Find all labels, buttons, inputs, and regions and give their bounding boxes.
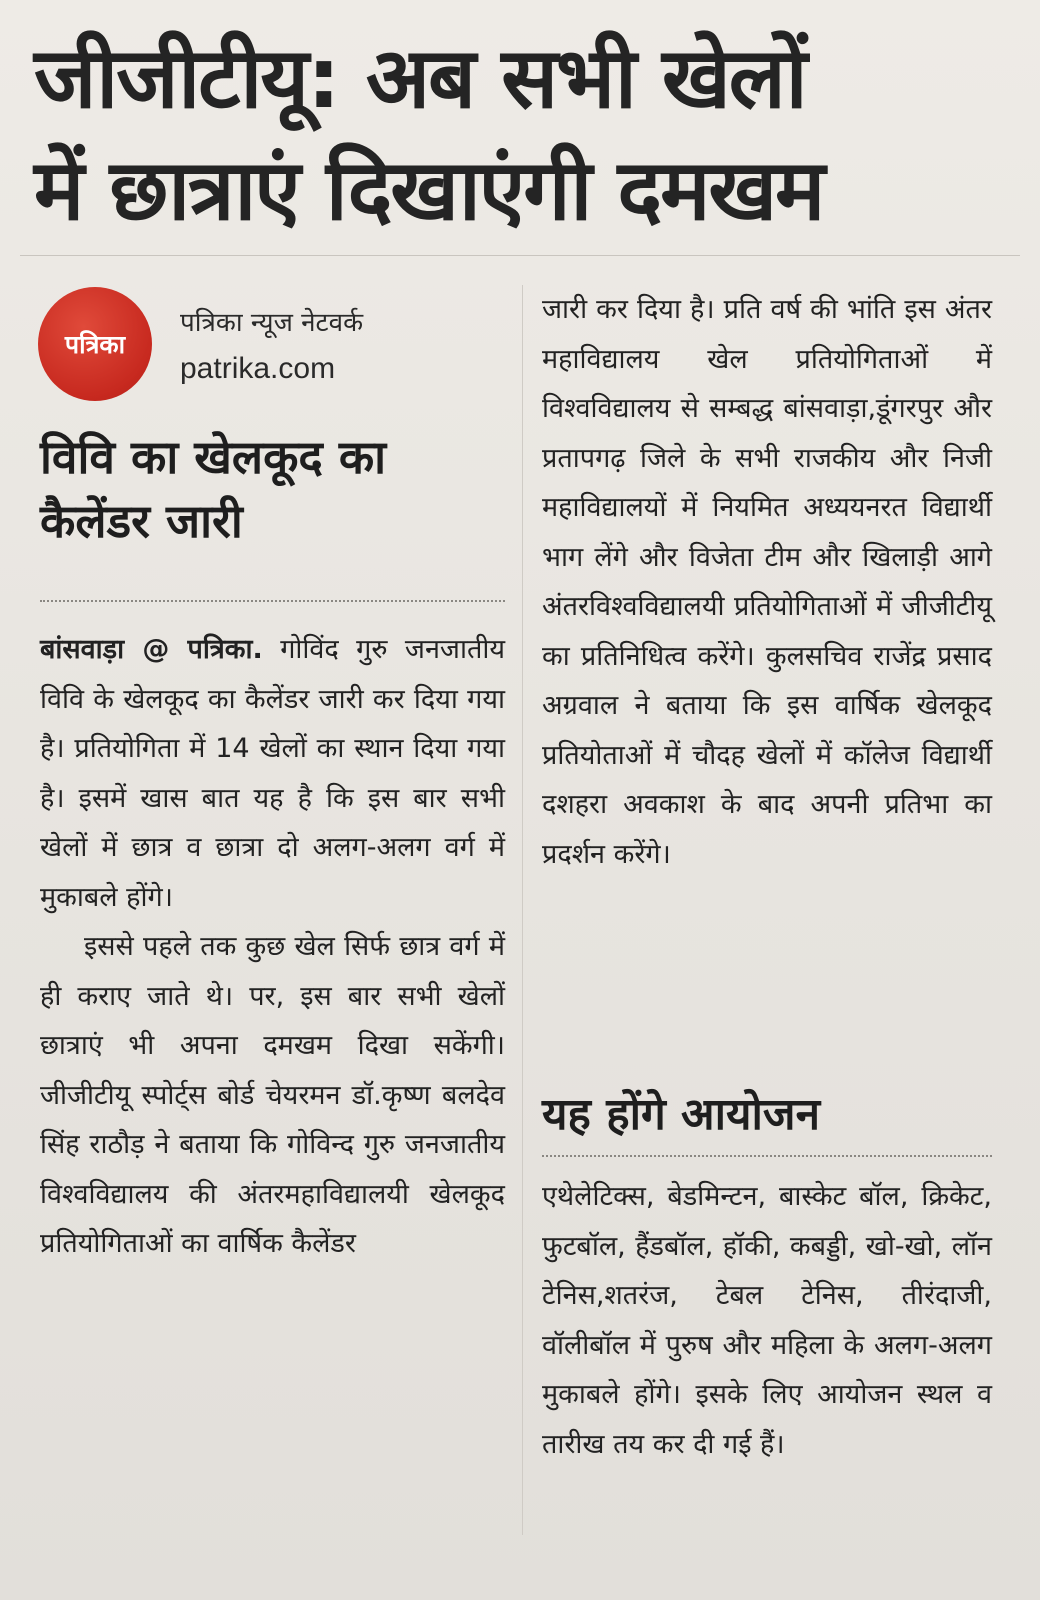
headline-line-1: जीजीटीयू: अब सभी खेलों: [34, 29, 806, 127]
headline-divider: [20, 255, 1020, 256]
section-title: यह होंगे आयोजन: [542, 1089, 821, 1140]
right-column-top: [542, 285, 992, 879]
dateline: बांसवाड़ा @ पत्रिका.: [40, 634, 263, 665]
byline-network: पत्रिका न्यूज नेटवर्क: [180, 308, 364, 338]
logo-text: पत्रिका: [64, 330, 126, 359]
headline-line-2: में छात्राएं दिखाएंगी दमखम: [34, 141, 824, 239]
subhead-dotted-divider: [40, 600, 505, 602]
byline-website: patrika.com: [180, 352, 336, 385]
headline: [34, 22, 1014, 246]
right-column-bottom: [542, 1172, 992, 1469]
section-dotted-divider: [542, 1155, 992, 1157]
patrika-logo: [38, 287, 152, 401]
subhead: विवि का खेलकूद का कैलेंडर जारी: [40, 430, 387, 548]
column-divider: [522, 285, 523, 1535]
right-paragraph-2: एथेलेटिक्स, बेडमिन्टन, बास्केट बॉल, क्रिकेट, फुटबॉल, हैंडबॉल, हॉकी, कबड्डी, खो-खो, लॉन टेनिस,शतरंज, टेबल टेनिस, तीरंदाजी, वॉलीबॉल में पुरुष और महिला के अलग-अलग मुकाबले होंगे। इसके लिए आयोजन स्थल व तारीख तय कर दी गई हैं।: [542, 1181, 992, 1460]
left-paragraph-1: [40, 625, 505, 922]
left-column: [40, 625, 505, 1269]
byline: [180, 300, 363, 392]
right-paragraph-1: जारी कर दिया है। प्रति वर्ष की भांति इस अंतर महाविद्यालय खेल प्रतियोगिताओं में विश्वविद्यालय से सम्बद्ध बांसवाड़ा,डूंगरपुर और प्रतापगढ़ जिले के सभी राजकीय और निजी महाविद्यालयों में नियमित अध्ययनरत विद्यार्थी भाग लेंगे और विजेता टीम और खिलाड़ी आगे अंतरविश्वविद्यालयी प्रतियोगिताओं में जीजीटीयू का प्रतिनिधित्व करेंगे। कुलसचिव राजेंद्र प्रसाद अग्रवाल ने बताया कि इस वार्षिक खेलकूद प्रतियोताओं में चौदह खेलों में कॉलेज विद्यार्थी दशहरा अवकाश के बाद अपनी प्रतिभा का प्रदर्शन करेंगे।: [542, 294, 992, 870]
left-paragraph-1-text: गोविंद गुरु जनजातीय विवि के खेलकूद का कैलेंडर जारी कर दिया गया है। प्रतियोगिता में 14 खेलों का स्थान दिया गया है। इसमें खास बात यह है कि इस बार सभी खेलों में छात्र व छात्रा दो अलग-अलग वर्ग में मुकाबले होंगे।: [40, 634, 505, 913]
left-paragraph-2: इससे पहले तक कुछ खेल सिर्फ छात्र वर्ग में ही कराए जाते थे। पर, इस बार सभी खेलों छात्राएं भी अपना दमखम दिखा सकेंगी। जीजीटीयू स्पोर्ट्स बोर्ड चेयरमन डॉ.कृष्ण बलदेव सिंह राठौड़ ने बताया कि गोविन्द गुरु जनजातीय विश्वविद्यालय की अंतरमहाविद्यालयी खेलकूद प्रतियोगिताओं का वार्षिक कैलेंडर: [40, 931, 505, 1259]
